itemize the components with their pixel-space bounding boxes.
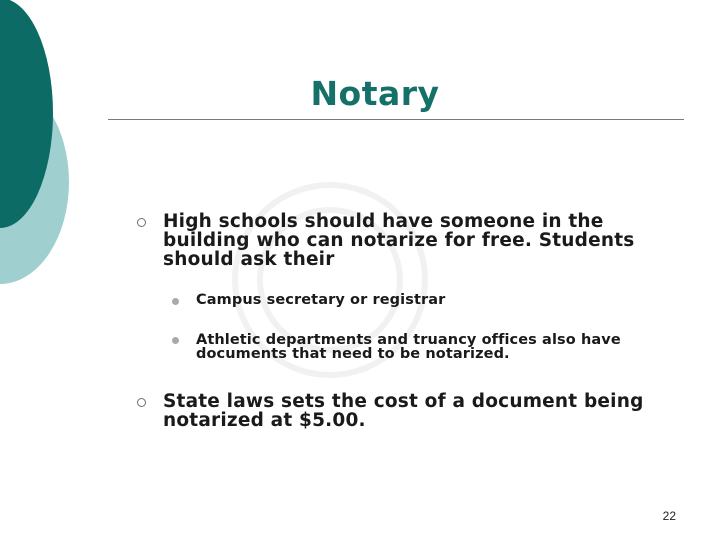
subbullet-text: Campus secretary or registrar bbox=[196, 292, 446, 308]
subbullet-dot-icon bbox=[172, 337, 179, 344]
page-number: 22 bbox=[662, 509, 676, 523]
bullet-text: High schools should have someone in the building who can notarize for free. Students should ask their bbox=[163, 211, 635, 270]
bullet-circle-icon bbox=[137, 398, 146, 407]
slide-title: Notary bbox=[310, 74, 440, 113]
bullet-circle-icon bbox=[137, 218, 146, 227]
title-divider bbox=[108, 119, 684, 120]
bullet-text: State laws sets the cost of a document being notarized at $5.00. bbox=[163, 391, 644, 431]
subbullet-text: Athletic departments and truancy offices also have documents that need to be notarized. bbox=[196, 332, 621, 362]
subbullet-dot-icon bbox=[172, 298, 179, 305]
